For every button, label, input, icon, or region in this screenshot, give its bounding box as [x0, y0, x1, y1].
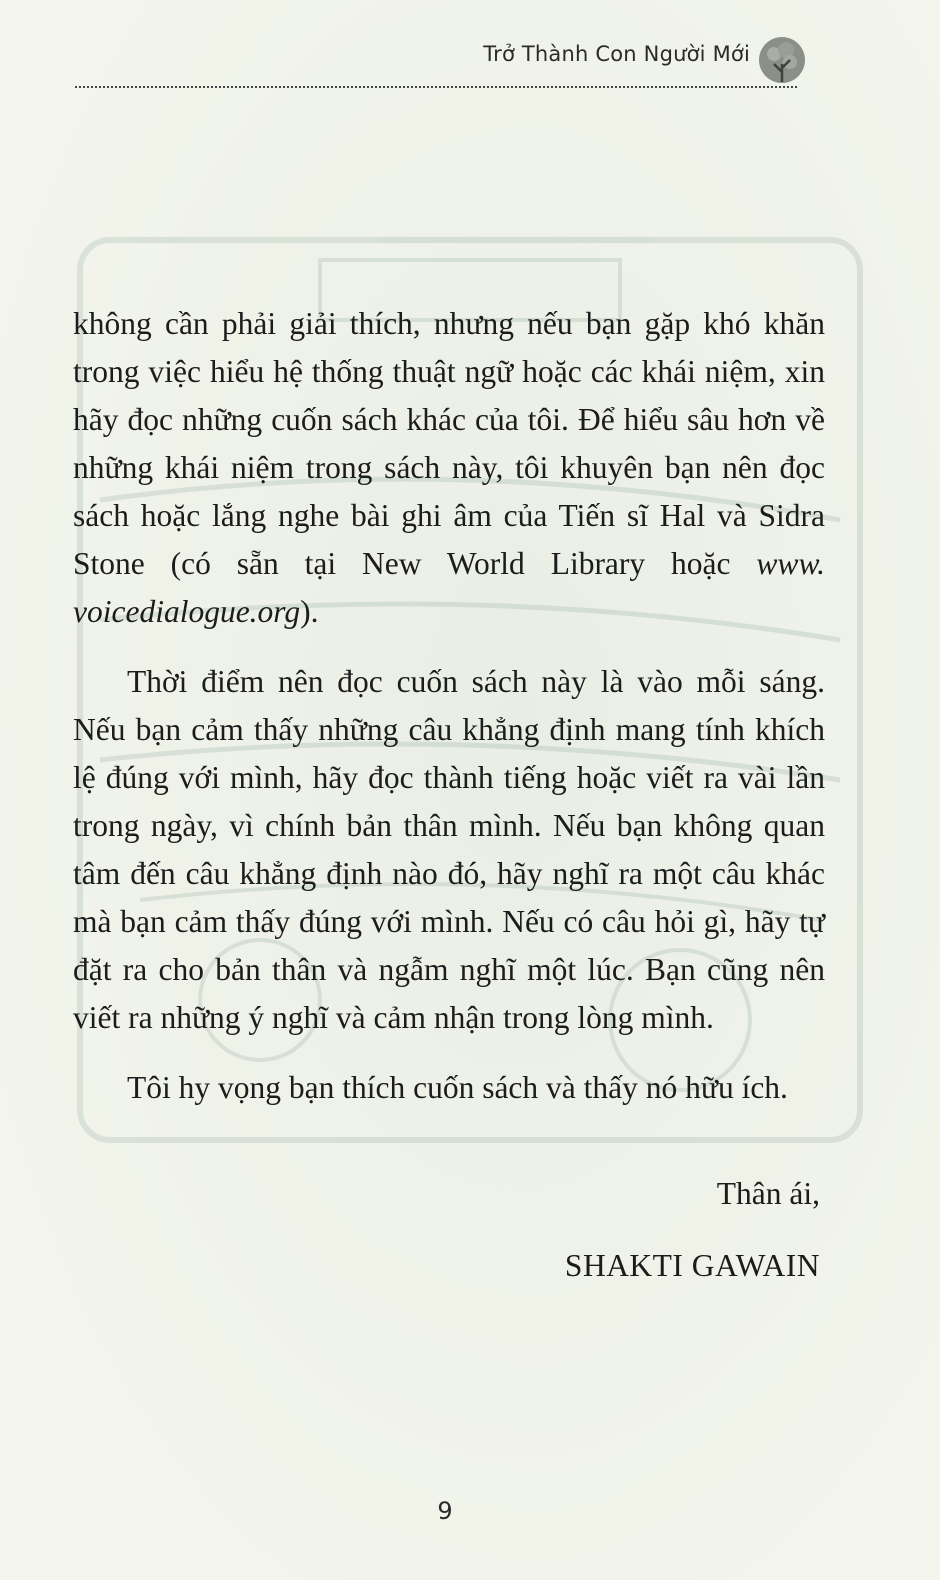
- running-header: Trở Thành Con Người Mới: [483, 42, 750, 66]
- paragraph-1-end: ).: [300, 594, 319, 629]
- header-dotted-divider: [75, 86, 797, 88]
- paragraph-1-text: không cần phải giải thích, nhưng nếu bạn gặp khó khăn trong việc hiểu hệ thống thuật ngữ hoặc các khái niệm, xin hãy đọc những cuốn sách khác của tôi. Để hiểu sâu hơn về những khái niệm trong sách này, tôi khuyên bạn nên đọc sách hoặc lắng nghe bài ghi âm của Tiến sĩ Hal và Sidra Stone (có sẵn tại New World Library hoặc: [73, 306, 825, 581]
- paragraph-1: [73, 300, 825, 636]
- author-signature: SHAKTI GAWAIN: [564, 1248, 820, 1283]
- paragraph-3: Tôi hy vọng bạn thích cuốn sách và thấy nó hữu ích.: [127, 1070, 788, 1105]
- paragraph-2: Thời điểm nên đọc cuốn sách này là vào mỗi sáng. Nếu bạn cảm thấy những câu khẳng định mang tính khích lệ đúng với mình, hãy đọc thành tiếng hoặc viết ra vài lần trong ngày, vì chính bản thân mình. Nếu bạn không quan tâm đến câu khẳng định nào đó, hãy nghĩ ra một câu khác mà bạn cảm thấy đúng với mình. Nếu có câu hỏi gì, hãy tự đặt ra cho bản thân và ngẫm nghĩ một lúc. Bạn cũng nên viết ra những ý nghĩ và cảm nhận trong lòng mình.: [73, 664, 825, 1035]
- page-number: 9: [437, 1497, 453, 1525]
- website-link: www. voicedialogue.org: [73, 546, 825, 629]
- tree-icon: [756, 34, 808, 86]
- main-text: [73, 300, 825, 1112]
- closing-salutation: Thân ái,: [716, 1176, 820, 1211]
